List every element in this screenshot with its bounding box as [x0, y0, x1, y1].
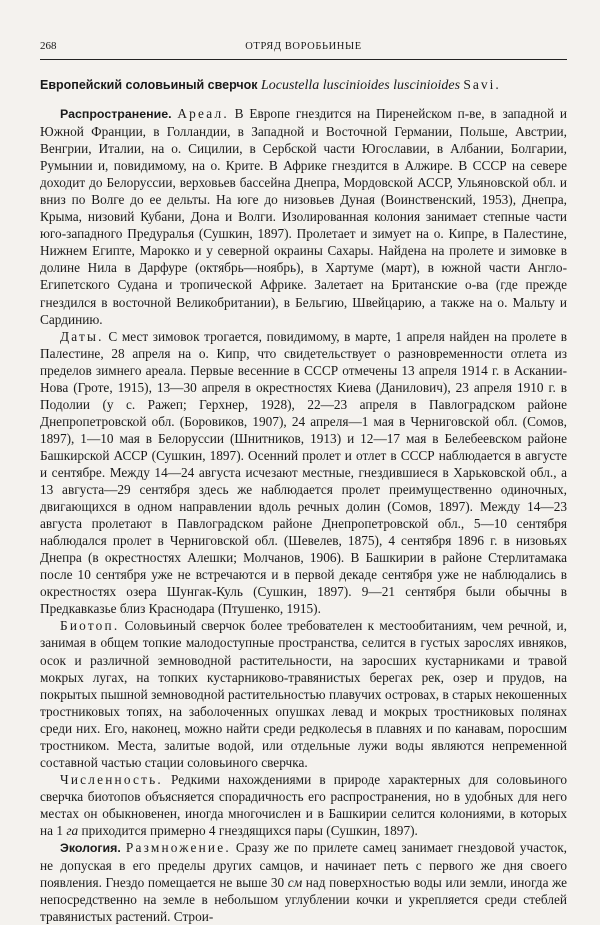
- distribution-paragraph: [40, 105, 567, 328]
- header-rule: [40, 59, 567, 60]
- abundance-text-after: приходится примерно 4 гнездящихся пары (Сушкин, 1897).: [81, 822, 418, 838]
- species-name-latin: Locustella luscinioides luscinioides: [260, 78, 461, 93]
- species-title: [40, 75, 567, 95]
- abundance-text-before: Редкими нахождениями в природе характерных для соловьиного сверчка биотопов объясняется спорадичность его распространения, но в удобных для него местах он обыкновенен, иногда многочислен и в Башкирии селится колониями, в которых на 1: [40, 771, 567, 838]
- ecology-text-before: Сразу же по прилете самец занимает гнездовой участок, не допуская в его пределы других самцов, и начинает петь с первого же дня своего появления. Гнездо помещается не выше 30: [40, 840, 568, 891]
- dates-label: Даты.: [60, 328, 104, 344]
- page-number: 268: [40, 40, 57, 52]
- ecology-unit: см: [287, 875, 303, 891]
- dates-paragraph: [40, 328, 567, 618]
- ecology-label: Экология.: [60, 841, 121, 856]
- ecology-text-after: над поверхностью воды или земли, иногда же непосредственно на земле в небольшом углублении кочки и укрепляется среди стеблей травянистых растений. Строи-: [40, 875, 567, 925]
- biotope-text: Соловьиный сверчок более требователен к местообитаниям, чем речной, и, занимая в общем топкие малодоступные пространства, селится в густых зарослях ивняков, осок и различной земноводной растительности, на заросших кустарниками и травой мокрых лугах, на топких кустарниково-травянистых берегах рек, озер и прудов, на покрытых пышной земноводной растительностью плавучих островах, в старых некошенных тростниковых топях, на заболоченных опушках левад и мокрых тростниковых полянах среди них. Его, наконец, можно найти среди редколесья в плавнях и по канавам, поросшим тростником. Места, залитые водой, или отдельные лужи воды являются непременной составной частью стации соловьиного сверчка.: [40, 618, 567, 770]
- distribution-label: Распространение.: [60, 107, 172, 121]
- distribution-text: В Европе гнездится на Пиренейском п-ве, в западной и Южной Франции, в Голландии, в Западной и Восточной Германии, Польше, Австрии, Венгрии, Италии, на о. Сицилии, в Сербской части Югославии, в Албании, Болгарии, Румынии и, повидимому, на о. Крите. В Африке гнездится в Алжире. В СССР на севере доходит до Белоруссии, верховьев бассейна Днепра, Мордовской АССР, Ульяновской обл. и вниз по Волге до ее дельты. На юге до низовьев Дуная (Воинственский, 1953), Днепра, Крыма, низовий Кубани, Дона и Волги. Изолированная колония занимает степные части юго-западного Предуралья (Сушкин, 1897). Пролетает и зимует на о. Кипре, в Палестине, Нижнем Египте, Марокко и у северной окраины Сахары. Найдена на пролете и зимовке в долине Нила в Дарфуре (октябрь—ноябрь), в Хартуме (март), в южной части Англо-Египетского Судана и тропической Африке. Залетает на Британские о-ва (где прежде гнездился в восточной Великобритании), в Бельгию, Швейцарию, а также на о. Мальту и Сардинию.: [40, 106, 568, 327]
- species-author: Savi.: [463, 77, 501, 92]
- species-name-ru: Европейский соловьиный сверчок: [40, 78, 258, 92]
- biotope-label: Биотоп.: [60, 618, 120, 634]
- abundance-label: Численность.: [60, 771, 163, 787]
- abundance-unit: га: [66, 822, 79, 838]
- dates-text: С мест зимовок трогается, повидимому, в марте, 1 апреля найден на пролете в Палестине, 28 апреля на о. Кипр, что свидетельствует о разновременности отлета из пределов зимнего ареала. Первые весенние в СССР отмечены 13 апреля 1914 г. в Аскании-Нова (Гроте, 1915), 13—30 апреля в окрестностях Киева (Данилович), 23 апреля 1910 г. в Подолии (у с. Ражеп; Герхнер, 1928), 22—23 апреля в Павлоградском районе Днепропетровской обл. (Боровиков, 1907), 24 апреля—1 мая в Черниговской обл. (Сомов, 1897), 1—10 мая в Белоруссии (Шнитников, 1913) и 12—17 мая в Белебеевском районе Башкирской АССР (Сушкин, 1897). Осенний пролет и отлет в СССР наблюдается в августе и сентябре. Между 14—24 августа исчезают местные, гнездившиеся в Харьковской обл., а 13 августа—29 сентября здесь же наблюдается пролет преимущественно одиночных, двигающихся в одном направлении вдоль речных долин (Сомов, 1897). Между 14—23 августа пролетают в Павлоградском районе Днепропетровской обл., 5—10 сентября наблюдался пролет в Черниговской обл. (Шевелев, 1875), 4 сентября 1896 г. в низовьях Днепра (в окрестностях Алешки; Молчанов, 1906). В Башкирии в районе Стерлитамака после 10 сентября уже не встречаются и в первой декаде сентября уже не наблюдались в окрестностях озера Шунгак-Куль (Сушкин, 1897). 9—21 сентября были обычны в Предкавказье близ Краснодара (Птушенко, 1915).: [40, 328, 567, 617]
- page-header: [40, 40, 567, 56]
- running-head: ОТРЯД ВОРОБЬИНЫЕ: [245, 41, 362, 52]
- ecology-paragraph: [40, 839, 567, 925]
- abundance-paragraph: [40, 771, 567, 839]
- distribution-sublabel: Ареал.: [177, 106, 229, 121]
- ecology-sublabel: Размножение.: [125, 840, 231, 856]
- biotope-paragraph: [40, 617, 567, 770]
